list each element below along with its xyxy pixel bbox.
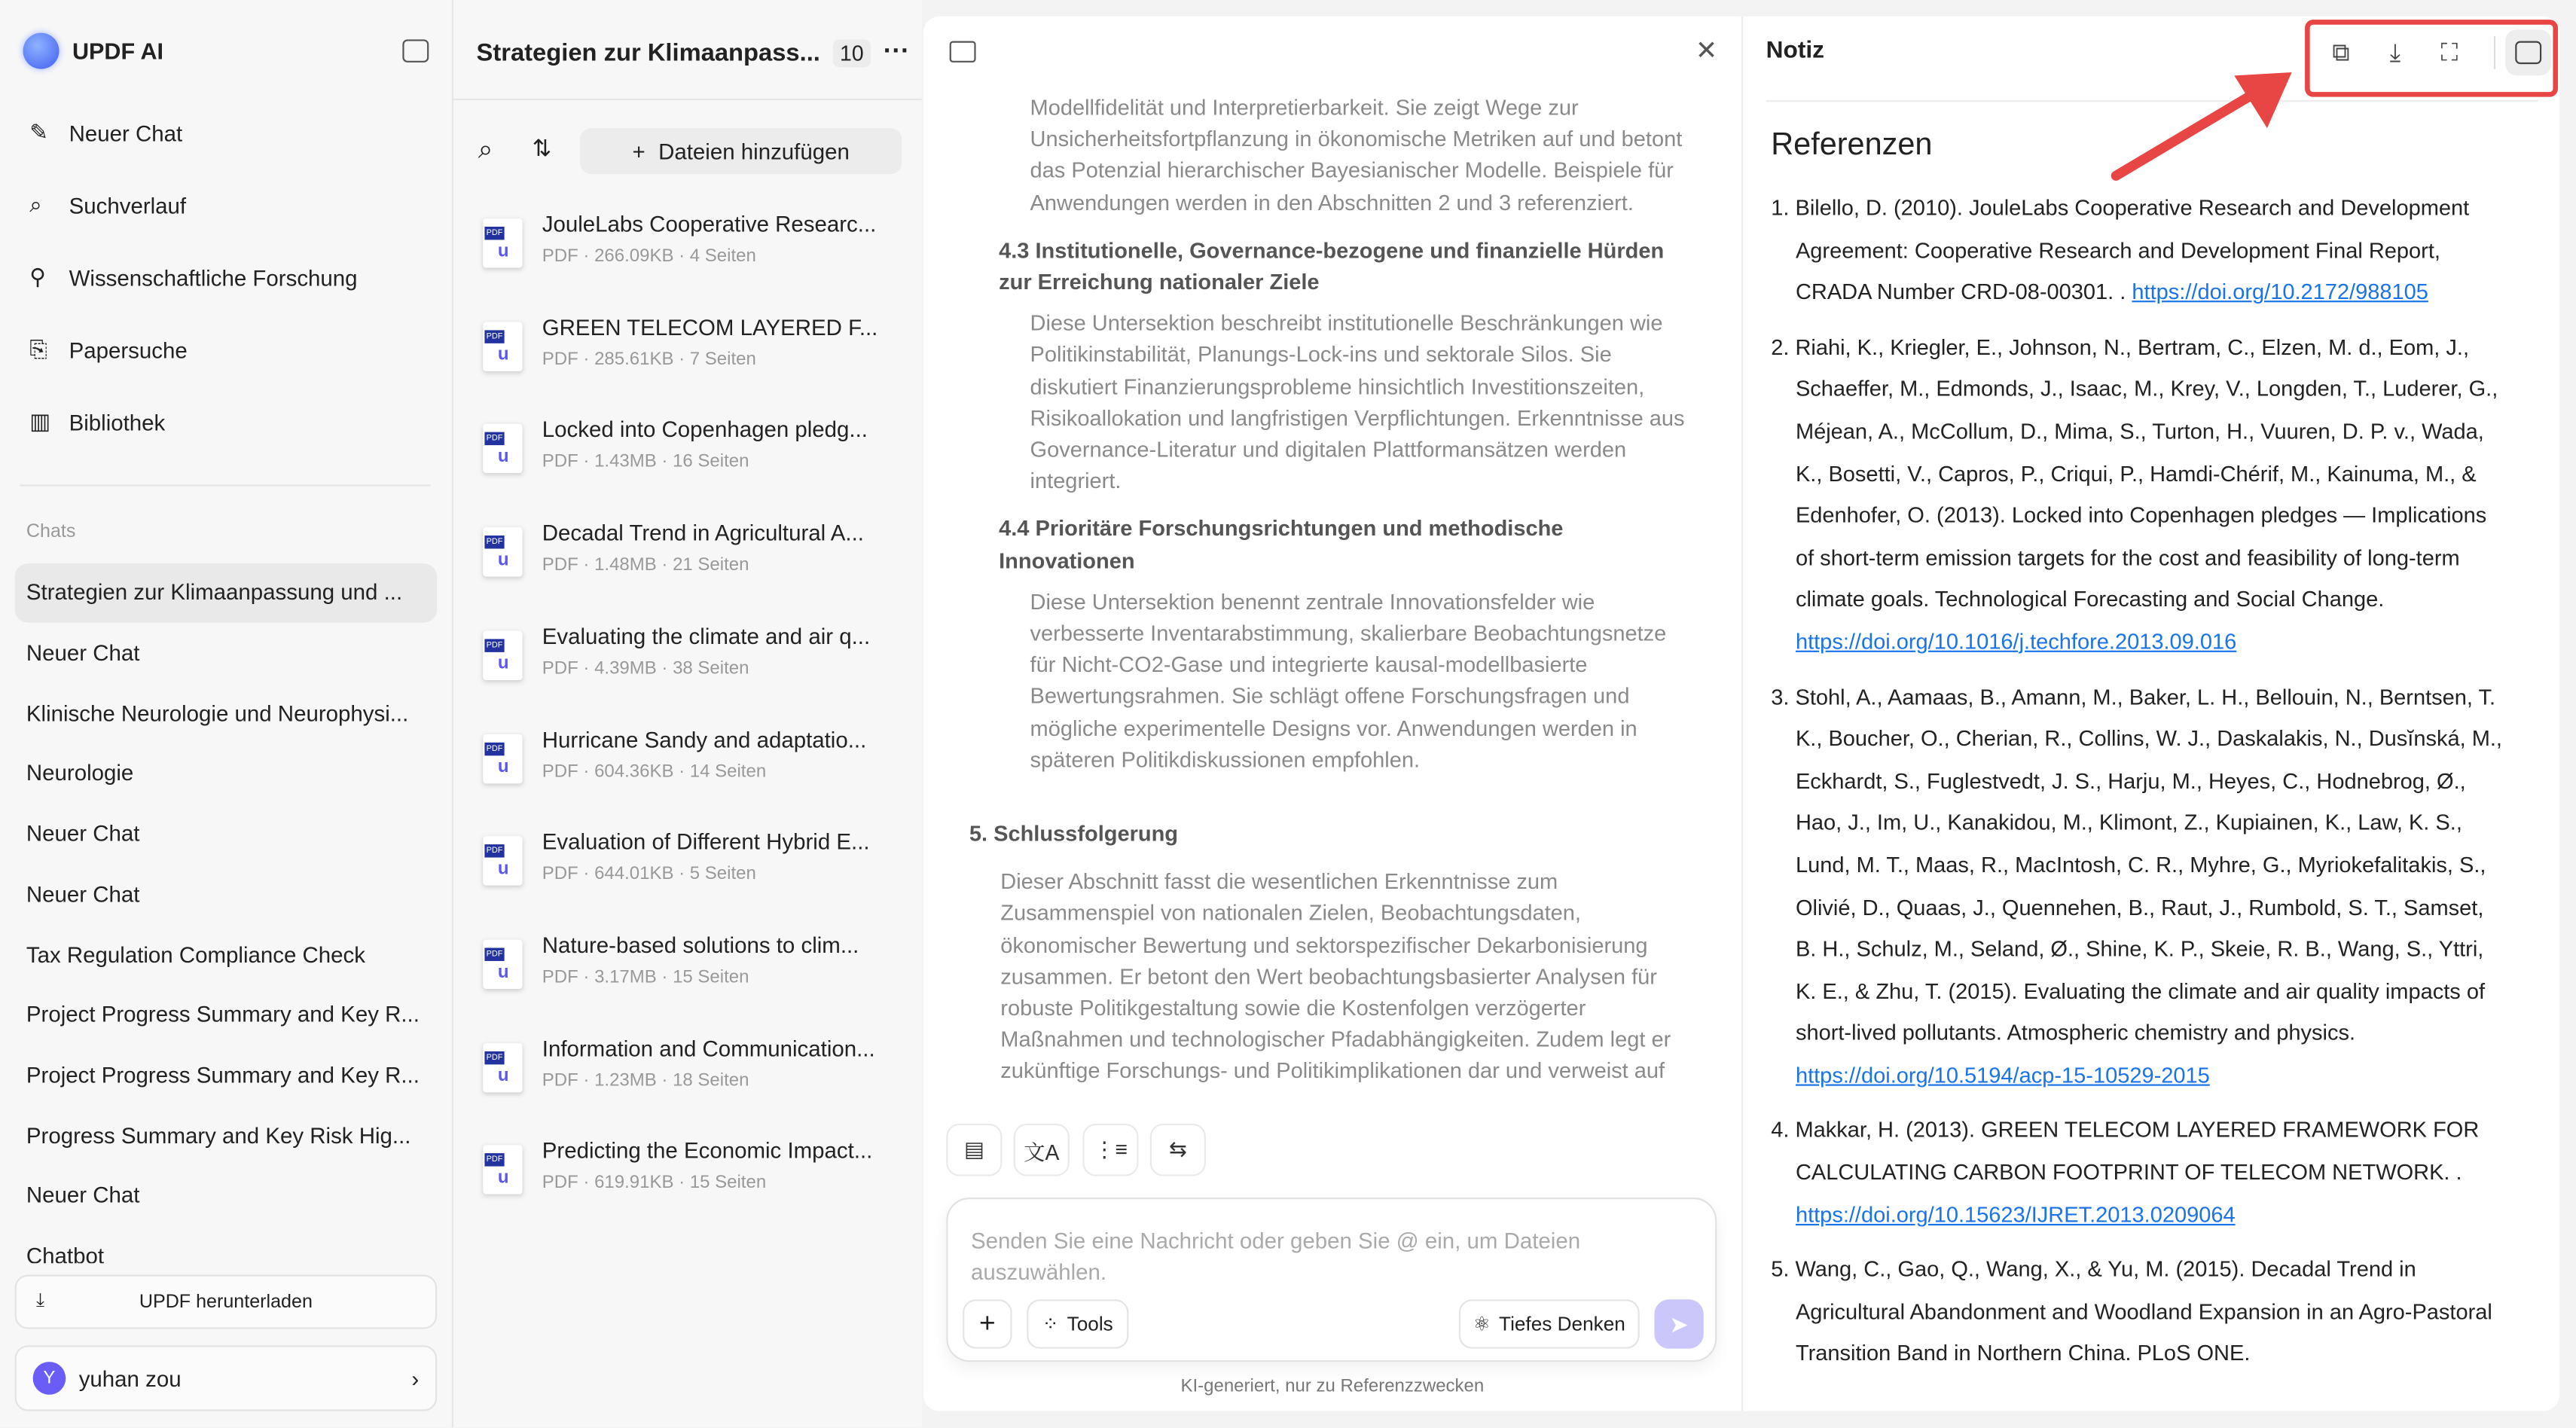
chats-section-label: Chats: [26, 522, 76, 542]
divider: [20, 484, 430, 486]
highlight-annotation-box: [2305, 20, 2558, 97]
chat-item[interactable]: Strategien zur Klimaanpassung und ...: [15, 563, 438, 623]
reference-item: 3. Stohl, A., Aamaas, B., Amann, M., Baker, L. H., Bellouin, N., Berntsen, T. K., Boucher, O., Cherian, R., Collins, W. J., Daskalakis, N., Dusĭnská, M., Eckhardt, S., Fuglestvedt, J. S., Harju, M., Heyes, C., Hodnebrog, Ø., Hao, J., Im, U., Kanakidou, M., Klimont, Z., Kupiainen, K., Law, K. S., Lund, M. T., Maas, R., MacIntosh, C. R., Myhre, G., Myriokefalitakis, S., Olivié, D., Quaas, J., Quennehen, B., Raut, J., Rumbold, S. T., Samset, B. H., Schulz, M., Seland, Ø., Shine, K. P., Skeie, R. B., Wang, S., Yttri, K. E., & Zhu, T. (2015). Evaluating the climate and air quality impacts of short-lived pollutants. Atmospheric chemistry and physics. https://doi.org/10.5194/acp-15-10529-2015: [1771, 684, 2502, 1088]
chat-response: Modellfidelität und Interpretierbarkeit. Sie zeigt Wege zur Unsicherheitsfortpflanzung in ökonomische Metriken auf und betont das Potenzial hierarchischer Bayesianischer Modelle. Beispiele für Anwendungen werden in den Abschnitten 2 und 3 referenziert. 4.3 Institutionelle, Governance-bezogene und finanzielle Hürden zur Erreichung nationaler Ziele Diese Untersektion beschreibt institutionelle Beschränkungen wie Politikinstabilität, Planungs-Lock-ins und sektorale Silos. Sie diskutiert Finanzierungsprobleme hinsichtlich Investitionszeiten, Risikoallokation und langfristigen Verpflichtungen. Erkenntnisse aus Governance-Literatur und digitalen Plattformansätzen werden integriert. 4.4 Prioritäre Forschungsrichtungen und methodische Innovationen Diese Untersektion benennt zentrale Innovationsfelder wie verbesserte Inventarabstimmung, skalierbare Beobachtungsnetze für Nicht-CO2-Gase und integrierte kausal-modellbasierte Bewertungsrahmen. Sie schlägt offene Forschungsfragen und mögliche experimentelle Designs vor. Anwendungen werden in späteren Politikdiskussionen empfohlen. 5. Schlussfolgerung Dieser Abschnitt fasst die wesentlichen Erkenntnisse zum Zusammenspiel von nationalen Zielen, Beobachtungsdaten, ökonomischer Bewertung und sektorspezifischer Dekarbonisierung zusammen. Er betont den Wert beobachtungsbasierter Analysen für robuste Politikgestaltung sowie die Kostenfolgen verzögerter Maßnahmen und technologischer Pfadabhängigkeiten. Zudem legt er zukünftige Forschungs- und Politikimplikationen dar und verweist auf: [969, 95, 1685, 1084]
file-item[interactable]: [483, 1139, 893, 1204]
file-meta: PDF · 1.23MB · 18 Seiten: [542, 1070, 749, 1091]
chevron-right-icon: ›: [411, 1365, 420, 1391]
file-meta: PDF · 266.09KB · 4 Seiten: [542, 246, 756, 267]
paper-search-icon: ⎘: [29, 337, 47, 362]
plus-icon: +: [632, 139, 646, 164]
chat-item[interactable]: Tax Regulation Compliance Check: [26, 941, 365, 967]
updf-glyph: u: [497, 859, 509, 880]
file-meta: PDF · 644.01KB · 5 Seiten: [542, 864, 756, 884]
file-meta: PDF · 3.17MB · 15 Seiten: [542, 967, 749, 987]
file-item[interactable]: [483, 1036, 893, 1101]
file-item[interactable]: [483, 418, 893, 484]
updf-glyph: u: [497, 962, 509, 983]
pdf-file-icon: PDF u: [483, 630, 522, 679]
add-files-button[interactable]: + Dateien hinzufügen: [580, 128, 902, 174]
doi-link[interactable]: https://doi.org/10.5194/acp-15-10529-2015: [1795, 1062, 2210, 1088]
file-meta: PDF · 604.36KB · 14 Seiten: [542, 761, 767, 782]
user-profile[interactable]: Y yuhan zou ›: [15, 1345, 438, 1411]
fullscreen-icon[interactable]: ⛶: [2440, 38, 2458, 67]
pdf-file-icon: PDF u: [483, 322, 522, 371]
nav-item-wissenschaftliche-forschung[interactable]: ⚲ Wissenschaftliche Forschung: [29, 264, 358, 290]
chat-item[interactable]: Neurologie: [26, 761, 134, 786]
toggle-panel-icon[interactable]: [950, 41, 976, 63]
reference-item: 4. Makkar, H. (2013). GREEN TELECOM LAYERED FRAMEWORK FOR CALCULATING CARBON FOOTPRINT OF TELECOM NETWORK. . https://doi.org/10.15623/IJRET.2013.0209064: [1771, 1118, 2480, 1227]
attach-plus-button[interactable]: +: [963, 1299, 1012, 1348]
file-name: Evaluating the climate and air q...: [542, 624, 871, 649]
file-name: Locked into Copenhagen pledg...: [542, 417, 868, 443]
collapse-sidebar-icon[interactable]: [402, 39, 429, 63]
doi-link[interactable]: https://doi.org/10.1016/j.techfore.2013.09.016: [1795, 629, 2237, 654]
sort-icon[interactable]: ⇅: [532, 134, 552, 161]
note-title: Notiz: [1766, 38, 1824, 65]
send-button[interactable]: ➤: [1654, 1299, 1703, 1348]
file-meta: PDF · 4.39MB · 38 Seiten: [542, 658, 749, 679]
chat-item[interactable]: Neuer Chat: [26, 640, 140, 666]
file-count-badge: 10: [833, 38, 870, 66]
doi-link[interactable]: https://doi.org/10.2172/988105: [2132, 279, 2428, 304]
file-meta: PDF · 1.48MB · 21 Seiten: [542, 555, 749, 575]
search-icon: ⌕: [29, 192, 42, 217]
deep-thinking-button[interactable]: ⚛ Tiefes Denken: [1459, 1299, 1640, 1348]
chat-item[interactable]: Neuer Chat: [26, 821, 140, 847]
pdf-file-icon: PDF u: [483, 837, 522, 886]
references-note: Referenzen 1. Bilello, D. (2010). JouleLabs Cooperative Research and Development Agreement: Cooperative Research and Development Final Report, CRADA Number CRD-08-00301. . https://doi.org/10.2172/988105 2. Riahi, K., Kriegler, E., Johnson, N., Bertram, C., Elzen, M. d., Eom, J., Schaeffer, M., Edmonds, J., Isaac, M., Krey, V., Longden, T., Luderer, G., Méjean, A., McCollum, D., Mima, S., Turton, H., Vuuren, D. P. v., Wada, K., Bosetti, V., Capros, P., Criqui, P., Hamdi-Chérif, M., Kainuma, M., & Edenhofer, O. (2013). Locked into Copenhagen pledges — Implications of short-term emission targets for the cost and feasibility of long-term climate goals. Technological Forecasting and Social Change. https://doi.org/10.1016/j.techfore.2013.09.016 3. Stohl, A., Aamaas, B., Amann, M., Baker, L. H., Bellouin, N., Berntsen, T. K., Boucher, O., Cherian, R., Collins, W. J., Daskalakis, N., Dusĭnská, M., Eckhardt, S., Fuglestvedt, J. S., Harju, M., Heyes, C., Hodnebrog, Ø., Hao, J., Im, U., Kanakidou, M., Klimont, Z., Kupiainen, K., Law, K. S., Lund, M. T., Maas, R., MacIntosh, C. R., Myhre, G., Myriokefalitakis, S., Olivié, D., Quaas, J., Quennehen, B., Raut, J., Rumbold, S. T., Samset, B. H., Schulz, M., Seland, Ø., Shine, K. P., Skeie, R. B., Wang, S., Yttri, K. E., & Zhu, T. (2015). Evaluating the climate and air quality impacts of short-lived pollutants. Atmospheric chemistry and physics. https://doi.org/10.5194/acp-15-10529-2015 4. Makkar, H. (2013). GREEN TELECOM LAYERED FRAMEWORK FOR CALCULATING CARBON FOOTPRINT OF TELECOM NETWORK. . https://doi.org/10.15623/IJRET.2013.0209064 5. Wang, C., Gao, Q., Wang, X., & Yu, M. (2015). Decadal Trend in Agricultural Abandonment and Woodland Expansion in an Agro-Pastoral Transition Band in Northern China. PLoS ONE.: [1771, 128, 2510, 1388]
file-meta: PDF · 619.91KB · 15 Seiten: [542, 1173, 767, 1194]
chat-item[interactable]: Chatbot: [26, 1243, 105, 1264]
pdf-file-icon: PDF u: [483, 734, 522, 783]
file-item[interactable]: [483, 624, 893, 689]
search-icon[interactable]: ⌕: [478, 136, 493, 165]
chat-item[interactable]: Neuer Chat: [26, 881, 140, 907]
library-icon: ▥: [29, 409, 51, 434]
file-item[interactable]: [483, 933, 893, 999]
chat-item[interactable]: Project Progress Summary and Key R...: [26, 1062, 420, 1088]
new-chat-icon: ✎: [29, 120, 48, 145]
mindmap-button[interactable]: ⋮≡: [1082, 1124, 1138, 1176]
reference-item: 5. Wang, C., Gao, Q., Wang, X., & Yu, M. (2015). Decadal Trend in Agricultural Abandonment and Woodland Expansion in an Agro-Pastoral Transition Band in Northern China. PLoS ONE.: [1771, 1257, 2492, 1366]
file-name: Decadal Trend in Agricultural A...: [542, 520, 864, 546]
file-item[interactable]: [483, 521, 893, 587]
nav-item-papersuche[interactable]: ⎘ Papersuche: [29, 337, 188, 362]
chat-item[interactable]: Progress Summary and Key Risk Hig...: [26, 1122, 411, 1148]
disclaimer: KI-generiert, nur zu Referenzzwecken: [1180, 1376, 1485, 1396]
pdf-file-icon: PDF u: [483, 527, 522, 576]
nav-item-neuer-chat[interactable]: ✎ Neuer Chat: [29, 120, 183, 146]
download-button[interactable]: ⤓ UPDF herunterladen: [15, 1275, 438, 1329]
more-icon[interactable]: ···: [883, 38, 910, 66]
download-icon[interactable]: ⤓: [2389, 38, 2401, 67]
divider: [453, 99, 922, 100]
message-input[interactable]: Senden Sie eine Nachricht oder geben Sie @ ein, um Dateien auszuwählen.: [971, 1228, 1581, 1285]
copy-icon[interactable]: ⧉: [2332, 38, 2350, 67]
pdf-file-icon: PDF u: [483, 218, 522, 267]
file-panel: [453, 0, 922, 1427]
translate-button[interactable]: 文A: [1014, 1124, 1070, 1176]
file-item[interactable]: [483, 212, 893, 277]
telescope-icon: ⚲: [29, 264, 46, 289]
updf-glyph: u: [497, 344, 509, 365]
file-name: Information and Communication...: [542, 1036, 875, 1061]
file-item[interactable]: [483, 727, 893, 792]
summarize-button[interactable]: ▤: [946, 1124, 1002, 1176]
file-name: Nature-based solutions to clim...: [542, 932, 859, 958]
updf-glyph: u: [497, 1065, 509, 1085]
file-meta: PDF · 285.61KB · 7 Seiten: [542, 349, 756, 370]
sidebar: [0, 0, 453, 1427]
pdf-file-icon: PDF u: [483, 1146, 522, 1195]
updf-glyph: u: [497, 653, 509, 673]
pdf-file-icon: PDF u: [483, 1042, 522, 1091]
nav-item-suchverlauf[interactable]: ⌕ Suchverlauf: [29, 192, 187, 218]
file-item[interactable]: [483, 830, 893, 896]
tools-button[interactable]: ⁘ Tools: [1027, 1299, 1128, 1348]
atom-icon: ⚛: [1473, 1312, 1491, 1336]
file-name: Evaluation of Different Hybrid E...: [542, 829, 870, 855]
updf-glyph: u: [497, 756, 509, 777]
pdf-file-icon: PDF u: [483, 425, 522, 474]
file-name: JouleLabs Cooperative Researc...: [542, 212, 877, 237]
avatar: Y: [33, 1362, 66, 1395]
file-item[interactable]: [483, 315, 893, 380]
file-name: GREEN TELECOM LAYERED F...: [542, 315, 878, 340]
updf-glyph: u: [497, 241, 509, 261]
close-icon[interactable]: ✕: [1695, 38, 1718, 66]
file-meta: PDF · 1.43MB · 16 Seiten: [542, 452, 749, 472]
reference-item: 1. Bilello, D. (2010). JouleLabs Cooperative Research and Development Agreement: Cooperative Research and Development Final Report, CRADA Number CRD-08-00301. . https://doi.org/10.2172/988105: [1771, 195, 2470, 304]
message-input-box[interactable]: [946, 1198, 1717, 1362]
app-logo: UPDF AI: [23, 33, 163, 69]
reference-item: 2. Riahi, K., Kriegler, E., Johnson, N., Bertram, C., Elzen, M. d., Eom, J., Schaeffer, M., Edmonds, J., Isaac, M., Krey, V., Longden, T., Luderer, G., Méjean, A., McCollum, D., Mima, S., Turton, H., Vuuren, D. P. v., Wada, K., Bosetti, V., Capros, P., Criqui, P., Hamdi-Chérif, M., Kainuma, M., & Edenhofer, O. (2013). Locked into Copenhagen pledges — Implications of short-term emission targets for the cost and feasibility of long-term climate goals. Technological Forecasting and Social Change. https://doi.org/10.1016/j.techfore.2013.09.016: [1771, 334, 2498, 654]
updf-glyph: u: [497, 550, 509, 571]
file-name: Predicting the Economic Impact...: [542, 1139, 873, 1164]
chat-title: Strategien zur Klimaanpass... 10 ···: [476, 38, 910, 67]
convert-button[interactable]: ⇆: [1150, 1124, 1206, 1176]
pdf-file-icon: PDF u: [483, 939, 522, 988]
updf-glyph: u: [497, 447, 509, 468]
file-name: Hurricane Sandy and adaptatio...: [542, 727, 867, 752]
doi-link[interactable]: https://doi.org/10.15623/IJRET.2013.0209064: [1795, 1201, 2236, 1227]
download-icon: ⤓: [35, 1291, 45, 1311]
updf-glyph: u: [497, 1168, 509, 1188]
nav-item-bibliothek[interactable]: ▥ Bibliothek: [29, 409, 166, 435]
chat-item[interactable]: Klinische Neurologie und Neurophysi...: [26, 700, 409, 726]
annotation-arrow: [2103, 66, 2309, 189]
logo-icon: [23, 33, 60, 69]
divider: [1741, 17, 1743, 1411]
tools-icon: ⁘: [1042, 1312, 1059, 1336]
chat-item[interactable]: Project Progress Summary and Key R...: [26, 1002, 420, 1027]
chat-item[interactable]: Neuer Chat: [26, 1183, 140, 1208]
